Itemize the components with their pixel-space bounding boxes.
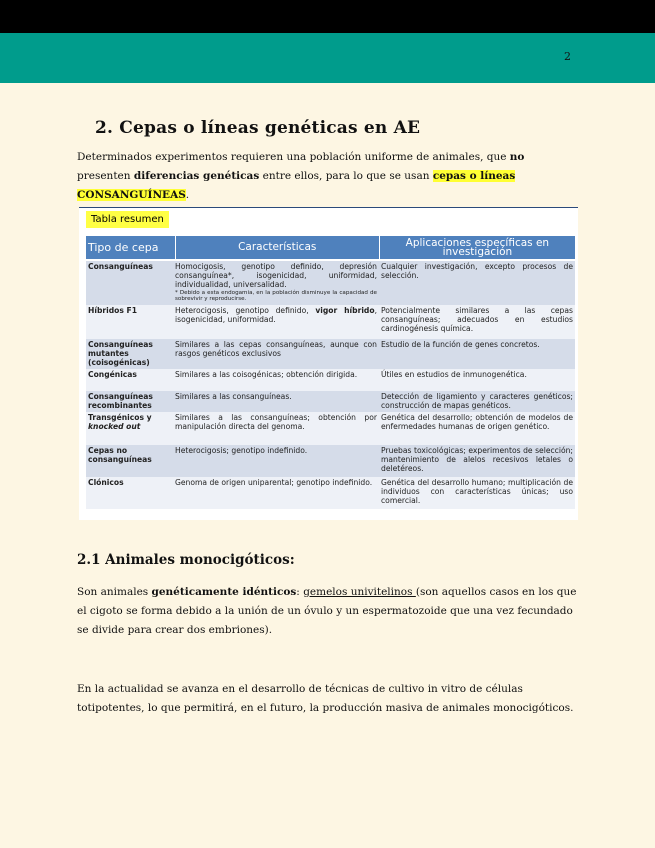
page-header-band bbox=[0, 33, 655, 83]
subsection-title: 2.1 Animales monocigóticos: bbox=[77, 552, 295, 568]
section-content bbox=[77, 118, 579, 205]
intro-paragraph: Determinados experimentos requieren una población uniforme de animales, que no presenten diferencias genéticas entre ellos, para lo que se usan cepas o líneas CONSANGUÍNEAS. bbox=[77, 151, 525, 201]
table-row: Híbridos F1 Heterocigosis, genotipo definido, vigor híbrido, isogenicidad, uniformidad. Potencialmente similares a las cepas consanguíneas; adecuados en estudios cardinogénesis química. bbox=[86, 305, 575, 339]
table-header-applications: Aplicaciones específicas en investigación bbox=[379, 236, 575, 259]
table-header-row bbox=[86, 236, 575, 259]
table-row: Consanguíneas mutantes (coisogénicas) Similares a las cepas consanguíneas, aunque con rasgos genéticos exclusivos Estudio de la función de genes concretos. bbox=[86, 339, 575, 369]
table-row: Transgénicos y knocked out Similares a las consanguíneas; obtención por manipulación directa del genoma. Genética del desarrollo; obtención de modelos de enfermedades humanas de origen genético. bbox=[86, 412, 575, 445]
table-header-characteristics: Características bbox=[175, 236, 379, 259]
table-body bbox=[86, 261, 575, 509]
table-header-type: Tipo de cepa bbox=[88, 241, 159, 254]
summary-table-image bbox=[79, 207, 578, 520]
table-row: Consanguíneas Homocigosis, genotipo definido, depresión consanguínea*, isogenicidad, uniformidad, individualidad, universalidad. * Debido a esta endogamia, en la población disminuye la capacidad de sobrevivir y reproducirse. Cualquier investigación, excepto procesos de selección. bbox=[86, 261, 575, 305]
table-row: Clónicos Genoma de origen uniparental; genotipo indefinido. Genética del desarrollo humano; multiplicación de individuos con características únicas; uso comercial. bbox=[86, 477, 575, 509]
table-footnote: * Debido a esta endogamia, en la población disminuye la capacidad de sobrevivir y reproducirse. bbox=[175, 289, 377, 303]
table-caption: Tabla resumen bbox=[86, 211, 169, 228]
monozygotic-paragraph: Son animales genéticamente idénticos: gemelos univitelinos (son aquellos casos en los que el cigoto se forma debido a la unión de un óvulo y un espermatozoide que una vez fecundado se divide para crear dos embriones). bbox=[77, 586, 577, 636]
table-row: Cepas no consanguíneas Heterocigosis; genotipo indefinido. Pruebas toxicológicas; experimentos de selección; mantenimiento de alelos recesivos letales o deletéreos. bbox=[86, 445, 575, 477]
table-row: Consanguíneas recombinantes Similares a las consanguíneas. Detección de ligamiento y caracteres genéticos; construcción de mapas genéticos. bbox=[88, 392, 573, 411]
page-number: 2 bbox=[564, 50, 571, 63]
table-row: Congénicas Similares a las coisogénicas; obtención dirigida. Útiles en estudios de inmunogenética. bbox=[86, 369, 575, 391]
section-title: 2. Cepas o líneas genéticas en AE bbox=[95, 118, 421, 138]
current-research-paragraph: En la actualidad se avanza en el desarrollo de técnicas de cultivo in vitro de células totipotentes, lo que permitirá, en el futuro, la producción masiva de animales monocigóticos. bbox=[77, 683, 574, 714]
highlighted-term: cepas o líneas CONSANGUÍNEAS bbox=[77, 170, 516, 201]
top-black-bar bbox=[0, 0, 655, 33]
